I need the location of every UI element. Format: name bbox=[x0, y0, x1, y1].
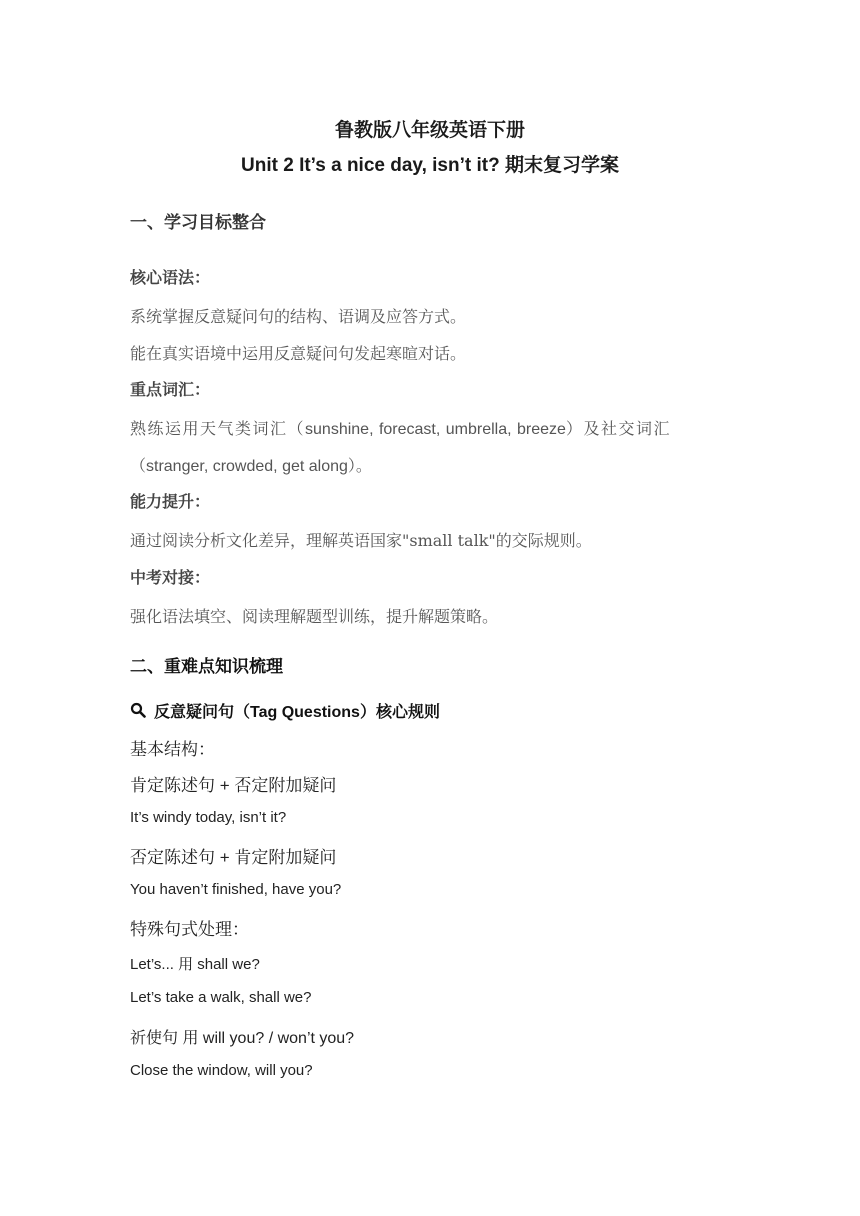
basic-structure-label: 基本结构： bbox=[130, 740, 215, 759]
core-grammar-line-2: 能在真实语境中运用反意疑问句发起寒暄对话。 bbox=[130, 344, 467, 363]
vocab-line-1-suffix: ）及社交词汇 bbox=[565, 421, 671, 438]
core-grammar-line-1: 系统掌握反意疑问句的结构、语调及应答方式。 bbox=[130, 307, 467, 326]
tag-question-subheading-text: 反意疑问句（Tag Questions）核心规则 bbox=[154, 704, 440, 721]
exam-line: 强化语法填空、阅读理解题型训练，提升解题策略。 bbox=[130, 607, 499, 626]
document-title: 鲁教版八年级英语下册 bbox=[334, 120, 525, 141]
section-heading-knowledge: 二、重难点知识梳理 bbox=[130, 657, 283, 676]
ability-label: 能力提升： bbox=[130, 494, 211, 511]
vocab-line-1-prefix: 熟练运用天气类词汇（ bbox=[130, 421, 306, 438]
rule-negative-positive: 否定陈述句 + 肯定附加疑问 bbox=[130, 848, 337, 867]
rule-imperative: 祈使句 用 will you? / won’t you? bbox=[130, 1030, 355, 1047]
ability-line: 通过阅读分析文化差异，理解英语国家"small talk"的交际规则。 bbox=[130, 531, 592, 550]
core-grammar-label: 核心语法： bbox=[130, 270, 211, 287]
example-2: You haven’t finished, have you? bbox=[130, 881, 342, 898]
rule-positive-negative: 肯定陈述句 + 否定附加疑问 bbox=[130, 776, 337, 795]
vocab-line-1 bbox=[130, 416, 671, 439]
vocab-label: 重点词汇： bbox=[130, 382, 211, 399]
exam-label: 中考对接： bbox=[130, 570, 211, 587]
example-4: Close the window, will you? bbox=[130, 1062, 313, 1079]
vocab-weather-words: sunshine, forecast, umbrella, breeze bbox=[305, 421, 566, 438]
special-forms-label: 特殊句式处理： bbox=[130, 920, 249, 939]
document-subtitle: Unit 2 It’s a nice day, isn’t it? 期末复习学案 bbox=[241, 155, 619, 176]
rule-lets: Let’s... 用 shall we? bbox=[130, 956, 260, 973]
section-heading-goals: 一、学习目标整合 bbox=[130, 213, 266, 232]
vocab-line-2: （stranger, crowded, get along）。 bbox=[130, 458, 372, 475]
example-1: It’s windy today, isn’t it? bbox=[130, 809, 287, 826]
magnifier-icon bbox=[130, 702, 146, 723]
tag-question-subheading bbox=[130, 699, 440, 723]
example-3: Let’s take a walk, shall we? bbox=[130, 989, 312, 1006]
